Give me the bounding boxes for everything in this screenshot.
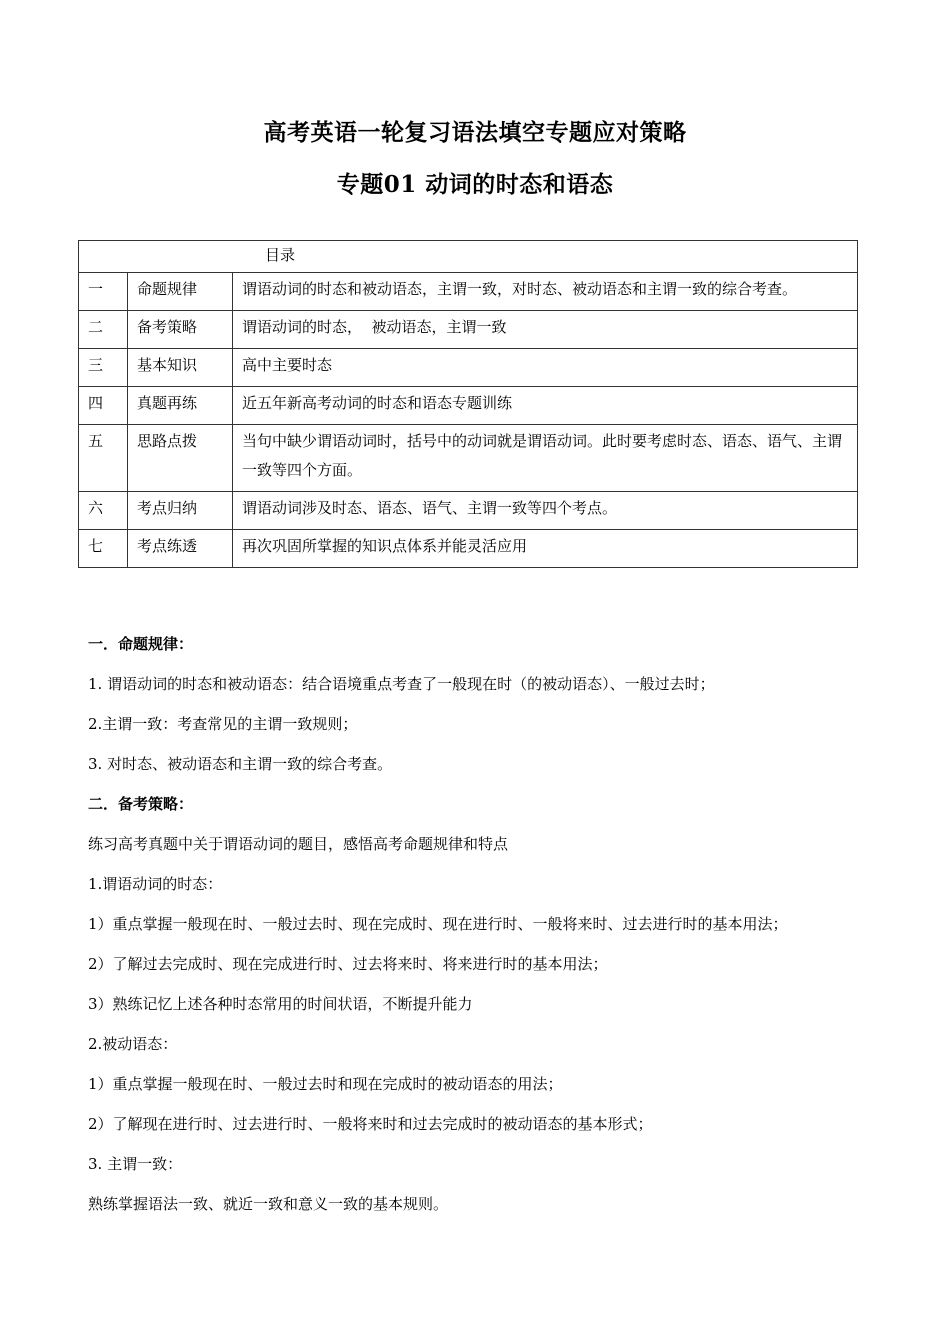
paragraph: 1.谓语动词的时态： [88,875,223,893]
toc-row-topic: 考点归纳 [128,492,233,530]
paragraph: 1. 谓语动词的时态和被动语态：结合语境重点考查了一般现在时（的被动语态）、一般过去时； [88,675,715,693]
paragraph: 1）重点掌握一般现在时、一般过去时和现在完成时的被动语态的用法； [88,1075,563,1093]
toc-title: 目录 [265,246,296,264]
toc-header-row [79,241,858,273]
paragraph: 熟练掌握语法一致、就近一致和意义一致的基本规则。 [88,1195,449,1213]
toc-row-number: 二 [79,311,128,349]
toc-row-description: 再次巩固所掌握的知识点体系并能灵活应用 [233,530,858,568]
toc-row-number: 三 [79,349,128,387]
paragraph: 2.被动语态： [88,1035,178,1053]
toc-row [79,349,858,387]
paragraph: 3. 对时态、被动语态和主谓一致的综合考查。 [88,755,393,773]
toc-row-description: 谓语动词的时态， 被动语态，主谓一致 [233,311,858,349]
toc-row-topic: 基本知识 [128,349,233,387]
toc-row-number: 五 [79,425,128,492]
toc-row-description: 谓语动词涉及时态、语态、语气、主谓一致等四个考点。 [233,492,858,530]
paragraph: 1）重点掌握一般现在时、一般过去时、现在完成时、现在进行时、一般将来时、过去进行时的基本用法； [88,915,788,933]
toc-row-description: 当句中缺少谓语动词时，括号中的动词就是谓语动词。此时要考虑时态、语态、语气、主谓一致等四个方面。 [233,425,858,492]
toc-row-number: 七 [79,530,128,568]
document-title: 高考英语一轮复习语法填空专题应对策略 [263,119,687,146]
toc-row-description: 谓语动词的时态和被动语态，主谓一致，对时态、被动语态和主谓一致的综合考查。 [233,273,858,311]
paragraph: 2）了解过去完成时、现在完成进行时、过去将来时、将来进行时的基本用法； [88,955,608,973]
toc-row-number: 一 [79,273,128,311]
paragraph: 3）熟练记忆上述各种时态常用的时间状语，不断提升能力 [88,995,473,1013]
paragraph: 2）了解现在进行时、过去进行时、一般将来时和过去完成时的被动语态的基本形式； [88,1115,653,1133]
toc-row-description: 高中主要时态 [233,349,858,387]
toc-row [79,425,858,492]
paragraph: 3. 主谓一致： [88,1155,183,1173]
toc-row-description: 近五年新高考动词的时态和语态专题训练 [233,387,858,425]
toc-row-topic: 考点练透 [128,530,233,568]
toc-header-cell [79,241,858,273]
toc-row-topic: 思路点拨 [128,425,233,492]
toc-row-topic: 真题再练 [128,387,233,425]
section-heading-strategy: 二．备考策略： [88,795,194,813]
toc-table [78,240,858,568]
toc-row-number: 六 [79,492,128,530]
toc-row [79,273,858,311]
toc-row [79,387,858,425]
document-subtitle: 专题01 动词的时态和语态 [336,171,614,198]
toc-row [79,311,858,349]
paragraph: 2.主谓一致：考查常见的主谓一致规则； [88,715,358,733]
toc-row-topic: 命题规律 [128,273,233,311]
document-body [88,632,868,1232]
section-heading-rules: 一．命题规律： [88,635,194,653]
toc-row-number: 四 [79,387,128,425]
toc-row-topic: 备考策略 [128,311,233,349]
paragraph: 练习高考真题中关于谓语动词的题目，感悟高考命题规律和特点 [88,835,509,853]
toc-row [79,530,858,568]
toc-row [79,492,858,530]
